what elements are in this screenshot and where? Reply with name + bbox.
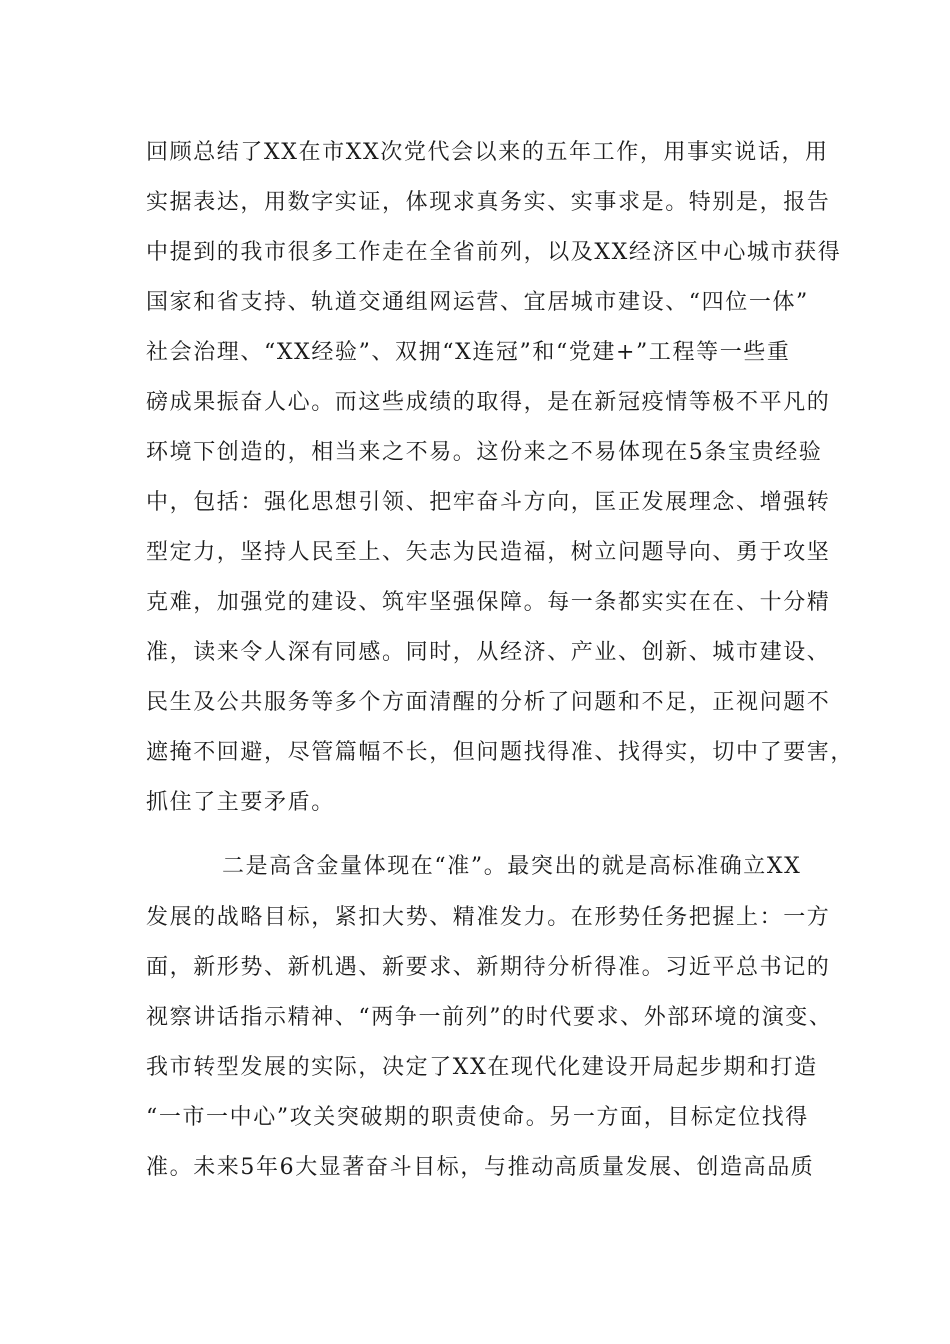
paragraph-2-line-3: 面，新形势、新机遇、新要求、新期待分析得准。习近平总书记的 — [146, 955, 831, 980]
paragraph-2-line-2: 发展的战略目标，紧扣大势、精准发力。在形势任务把握上：一方 — [146, 905, 831, 930]
paragraph-1-line-1: 回顾总结了XX在市XX次党代会以来的五年工作，用事实说话，用 — [146, 140, 829, 165]
paragraph-1-line-3: 中提到的我市很多工作走在全省前列，以及XX经济区中心城市获得 — [146, 240, 842, 265]
paragraph-1-line-8: 中，包括：强化思想引领、把牢奋斗方向，匡正发展理念、增强转 — [146, 490, 831, 515]
paragraph-1-line-10: 克难，加强党的建设、筑牢坚强保障。每一条都实实在在、十分精 — [146, 590, 831, 615]
paragraph-1-line-7: 环境下创造的，相当来之不易。这份来之不易体现在5条宝贵经验 — [146, 440, 823, 465]
paragraph-1-line-9: 型定力，坚持人民至上、矢志为民造福，树立问题导向、勇于攻坚 — [146, 540, 831, 565]
paragraph-2-line-1: 二是高含金量体现在“准”。最突出的就是高标准确立XX — [222, 854, 802, 879]
paragraph-1-line-14: 抓住了主要矛盾。 — [146, 790, 335, 815]
paragraph-1-line-2: 实据表达，用数字实证，体现求真务实、实事求是。特别是，报告 — [146, 190, 831, 215]
paragraph-1-line-6: 磅成果振奋人心。而这些成绩的取得，是在新冠疫情等极不平凡的 — [146, 390, 831, 415]
paragraph-1-line-12: 民生及公共服务等多个方面清醒的分析了问题和不足，正视问题不 — [146, 690, 831, 715]
paragraph-1-line-5: 社会治理、“XX经验”、双拥“X连冠”和“党建+”工程等一些重 — [146, 340, 791, 365]
paragraph-2-line-6: “一市一中心”攻关突破期的职责使命。另一方面，目标定位找得 — [146, 1105, 809, 1130]
paragraph-1-line-4: 国家和省支持、轨道交通组网运营、宜居城市建设、“四位一体” — [146, 290, 809, 315]
paragraph-1-line-11: 准，读来令人深有同感。同时，从经济、产业、创新、城市建设、 — [146, 640, 831, 665]
paragraph-2-line-4: 视察讲话指示精神、“两争一前列”的时代要求、外部环境的演变、 — [146, 1005, 833, 1030]
paragraph-2-line-5: 我市转型发展的实际，决定了XX在现代化建设开局起步期和打造 — [146, 1055, 818, 1080]
paragraph-1-line-13: 遮掩不回避，尽管篇幅不长，但问题找得准、找得实，切中了要害， — [146, 740, 855, 765]
paragraph-2-line-7: 准。未来5年6大显著奋斗目标，与推动高质量发展、创造高品质 — [146, 1155, 815, 1180]
